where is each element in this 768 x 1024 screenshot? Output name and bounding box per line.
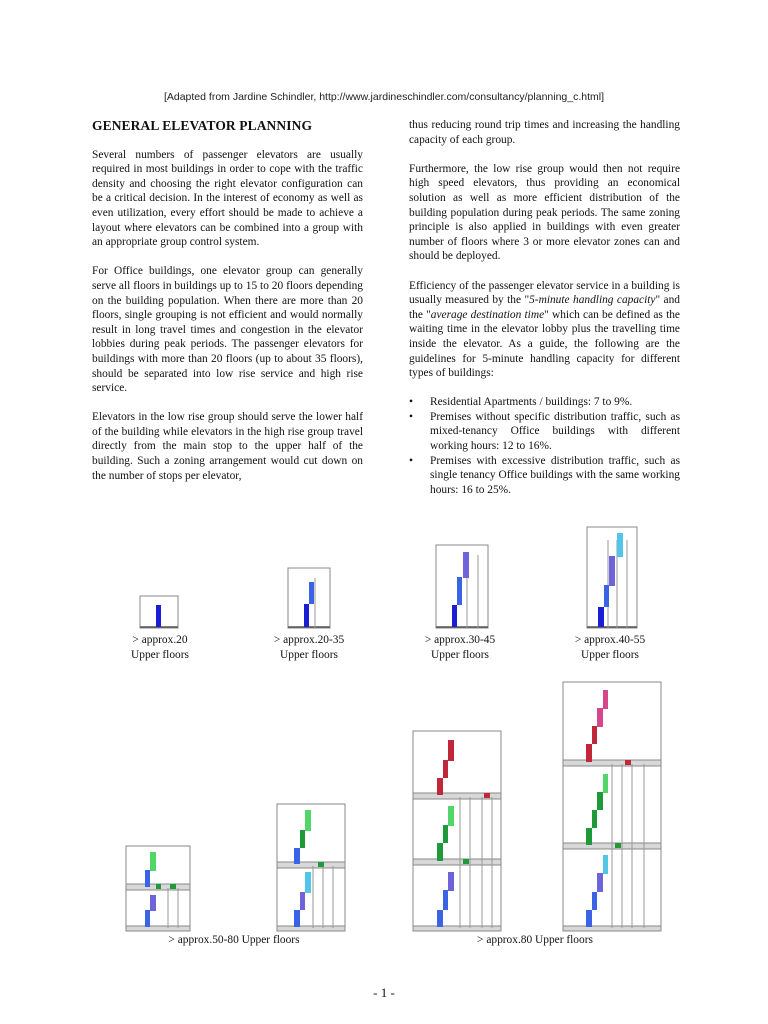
elevator-shaft	[294, 910, 300, 927]
elevator-shaft	[150, 895, 156, 911]
page-number: - 1 -	[373, 985, 395, 1000]
elevator-shaft	[150, 852, 156, 871]
elevator-shaft	[604, 585, 609, 607]
list-item: • Residential Apartments / buildings: 7 to 9%.	[409, 395, 680, 410]
paragraph-low-rise-group: Elevators in the low rise group should serve the lower half of the building while elevators in the high rise group travel directly from the main stop to the upper half of the building. Such a zoning arrangement would cut down on the number of stops per elevator,	[92, 411, 363, 482]
diagram-sky-lobby-tall	[277, 804, 345, 931]
elevator-shaft	[145, 910, 150, 927]
diagram-two-groups	[288, 568, 330, 628]
diagram-label-50-80: > approx.50-80 Upper floors	[168, 934, 300, 946]
diagram-label-20: > approx.20 Upper floors	[131, 634, 189, 661]
elevator-shaft	[309, 582, 314, 604]
diagram-three-groups	[436, 545, 488, 628]
efficiency-text-2: " and the "	[409, 294, 680, 321]
elevator-shaft	[609, 556, 615, 586]
list-item: • Premises with excessive distribution traffic, such as single tenancy Office buildings with the same working hours: 16 to 25%.	[409, 454, 680, 498]
shuttle-stop	[463, 859, 469, 864]
paragraph-office-buildings: For Office buildings, one elevator group can generally serve all floors in buildings up to 15 to 20 floors depending on the building population. When there are more than 20 floors, single grouping is not efficient and would normally result in long travel times and congestion in the elevator lobbies during peak periods. The passenger elevators for buildings with more than 20 floors (up to about 35 floors), should be separated into low rise service and high rise service.	[92, 265, 363, 395]
diagram-three-zones	[413, 731, 501, 931]
elevator-shaft	[305, 872, 311, 893]
elevator-shaft	[597, 873, 603, 892]
diagram-label-40-55: > approx.40-55 Upper floors	[574, 634, 646, 661]
term-handling-capacity: 5-minute handling capacity	[529, 294, 656, 307]
elevator-shaft	[437, 778, 443, 795]
diagram-four-groups	[587, 527, 637, 628]
paragraph-zoning: Furthermore, the low rise group would then not require high speed elevators, thus providing an economical solution as well as more efficient distribution of the building population during peak periods. The same zoning principle is also applied in buildings with even greater number of floors where 3 or more elevator zones can and should be deployed.	[409, 162, 680, 263]
elevator-shaft	[592, 892, 597, 910]
elevator-shaft	[603, 774, 608, 793]
diagram-label-20-35: > approx.20-35 Upper floors	[273, 634, 345, 661]
shuttle-stop	[156, 884, 161, 889]
elevator-shaft	[448, 872, 454, 891]
elevator-shaft	[598, 607, 604, 627]
elevator-shaft	[437, 910, 443, 927]
elevator-shaft	[145, 870, 150, 887]
efficiency-text-3: " which can be defined as the waiting time in the elevator lobby plus the travelling time inside the elevator. As a guide, the following are the guidelines for 5-minute handling capacity for different types of buildings:	[409, 308, 680, 380]
elevator-shaft	[305, 810, 311, 831]
elevator-shaft	[603, 690, 608, 709]
elevator-shaft	[463, 552, 469, 578]
elevator-shaft	[304, 604, 309, 627]
diagram-label-80: > approx.80 Upper floors	[477, 934, 593, 946]
elevator-shaft	[597, 708, 603, 727]
elevator-shaft	[457, 577, 462, 605]
diagram-label-30-45: > approx.30-45 Upper floors	[424, 634, 496, 661]
elevator-shaft	[452, 605, 457, 627]
elevator-shaft	[586, 828, 592, 845]
page-title: GENERAL ELEVATOR PLANNING	[92, 118, 313, 133]
shuttle-stop	[484, 793, 490, 798]
paragraph-continuation: thus reducing round trip times and increasing the handling capacity of each group.	[409, 119, 680, 146]
elevator-shaft	[448, 806, 454, 826]
list-item: • Premises without specific distribution traffic, such as mixed-tenancy Office buildings with different working hours: 12 to 16%.	[409, 410, 680, 454]
elevator-shaft	[437, 843, 443, 861]
elevator-shaft	[597, 792, 603, 810]
efficiency-text-1: Efficiency of the passenger elevator service in a building is usually measured by the "	[409, 279, 680, 307]
paragraph-intro: Several numbers of passenger elevators are usually required in most buildings in order to cope with the traffic density and choosing the right elevator configuration can be a critical decision. In the interest of economy as well as even utilization, every effort should be made to achieve a layout where elevators can be combined into a group with an appropriate group control system.	[92, 148, 363, 249]
diagram-single-group	[140, 596, 178, 628]
elevator-shaft	[300, 830, 305, 848]
diagram-sky-lobby-small	[126, 846, 190, 931]
elevator-shaft	[443, 760, 448, 778]
elevator-shaft	[603, 855, 608, 874]
source-citation: [Adapted from Jardine Schindler, http://www.jardineschindler.com/consultancy/planning_c.html]	[163, 91, 605, 103]
term-destination-time: average destination time	[430, 308, 545, 321]
shuttle-stop	[318, 862, 324, 867]
elevator-shaft	[294, 848, 300, 864]
elevator-shaft	[592, 810, 597, 828]
elevator-shaft	[443, 825, 448, 843]
shuttle-stop	[625, 760, 631, 765]
elevator-shaft	[156, 605, 161, 627]
shuttle-stop	[170, 884, 176, 889]
elevator-shaft	[586, 910, 592, 927]
elevator-shaft	[443, 890, 448, 910]
shuttle-stop	[615, 843, 621, 848]
elevator-shaft	[448, 740, 454, 761]
elevator-shaft	[592, 726, 597, 744]
elevator-shaft	[300, 892, 305, 910]
elevator-shaft	[586, 744, 592, 762]
elevator-shaft	[617, 533, 623, 557]
diagram-four-zones	[563, 682, 661, 931]
